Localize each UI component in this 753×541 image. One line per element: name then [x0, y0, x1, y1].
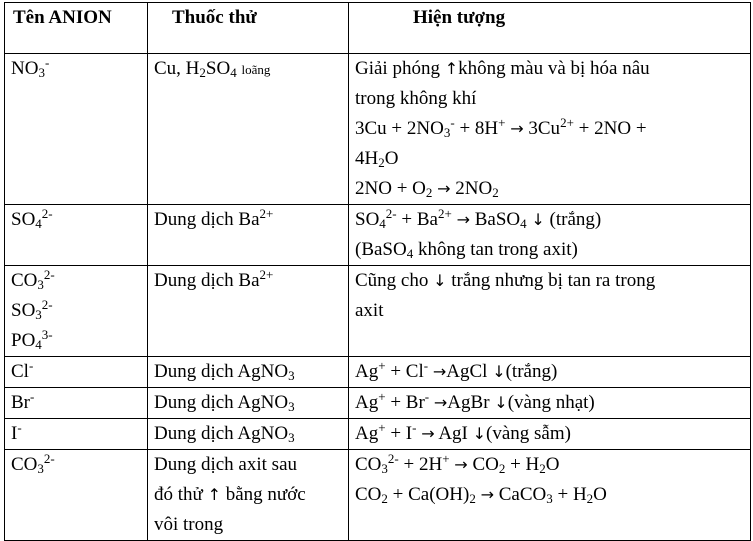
- reagent-cell: [148, 205, 349, 266]
- equation-line: $2NO + O_2 \to 2NO_2$: [355, 178, 499, 200]
- precipitate-down-arrow-icon: ↓: [433, 271, 447, 290]
- precipitate-down-arrow-icon: ↓: [472, 424, 487, 443]
- precipitate-down-arrow-icon: ↓: [492, 362, 506, 381]
- table-row: [5, 266, 751, 357]
- anion-cell: [5, 205, 148, 266]
- reagent-text: vôi trong: [154, 514, 224, 535]
- header-anion: Tên ANION: [5, 3, 148, 54]
- phenomenon-cell: [349, 450, 751, 541]
- phenomenon-line: (BaSO$_4$ không tan trong axit): [355, 239, 578, 261]
- anion-formula: $PO_4^{3-}$: [11, 327, 53, 352]
- reagent-cell: [148, 357, 349, 388]
- anion-formula: $SO_3^{2-}$: [11, 297, 53, 322]
- reagent-text: Dung dịch axit sau: [154, 454, 298, 475]
- equation-line: $3Cu + 2NO_3^- + 8H^+ \to 3Cu^{2+} + 2NO$ +: [355, 115, 647, 140]
- phenomenon-cell: [349, 266, 751, 357]
- equation-line: $CO_2 + Ca(OH)_2$ → CaCO$_3$ + $H_2O$: [355, 484, 607, 506]
- reagent-cell: [148, 266, 349, 357]
- table-row: [5, 450, 751, 541]
- header-reagent: Thuốc thử: [148, 3, 349, 54]
- reagent-text: Dung dịch AgNO$_3$: [154, 361, 295, 383]
- reagent-text: đó thử ↑ bằng nước: [154, 484, 306, 505]
- anion-test-table: [4, 2, 751, 541]
- reagent-cell: [148, 388, 349, 419]
- table-row: [5, 419, 751, 450]
- reagent-text: Cu, $H_2SO_4$ loãng: [154, 58, 271, 80]
- reaction-arrow-icon: →: [454, 455, 468, 474]
- anion-formula: $CO_3^{2-}$: [11, 267, 55, 292]
- header-phenomenon: Hiện tượng: [349, 3, 751, 54]
- reaction-arrow-icon: →: [456, 210, 470, 229]
- table-row: [5, 54, 751, 205]
- reaction-arrow-icon: →: [480, 485, 494, 504]
- phenomenon-cell: [349, 357, 751, 388]
- equation-line: Ag+ + I- → AgI ↓(vàng sẫm): [355, 420, 571, 444]
- reagent-text: Dung dịch $Ba^{2+}$: [154, 206, 274, 230]
- phenomenon-line: Giải phóng ↑không màu và bị hóa nâu: [355, 58, 650, 79]
- precipitate-down-arrow-icon: ↓: [531, 210, 545, 229]
- gas-up-arrow-icon: ↑: [207, 485, 221, 504]
- table-row: [5, 205, 751, 266]
- reaction-arrow-icon: →: [432, 362, 447, 381]
- anion-cell: [5, 419, 148, 450]
- gas-up-arrow-icon: ↑: [444, 59, 459, 78]
- equation-line: $4H_2O$: [355, 148, 399, 170]
- reagent-cell: [148, 450, 349, 541]
- reaction-arrow-icon: →: [421, 424, 435, 443]
- equation-line: $CO_3^{2-} + 2H^+ \to CO_2 + H_2O$: [355, 451, 560, 476]
- table-row: [5, 357, 751, 388]
- reagent-text: Dung dịch AgNO$_3$: [154, 423, 295, 445]
- anion-cell: [5, 450, 148, 541]
- anion-formula: $CO_3^{2-}$: [11, 451, 55, 476]
- header-row: [5, 3, 751, 54]
- phenomenon-cell: [349, 419, 751, 450]
- table-row: [5, 388, 751, 419]
- anion-formula: Br-: [11, 389, 35, 413]
- reaction-arrow-icon: →: [510, 119, 524, 138]
- reagent-cell: [148, 54, 349, 205]
- anion-cell: [5, 388, 148, 419]
- reagent-cell: [148, 419, 349, 450]
- phenomenon-cell: [349, 205, 751, 266]
- anion-cell: [5, 357, 148, 388]
- reagent-text: Dung dịch AgNO$_3$: [154, 392, 295, 414]
- anion-formula: Cl-: [11, 358, 34, 382]
- reagent-text: Dung dịch $Ba^{2+}$: [154, 267, 274, 291]
- equation-line: Ag+ + Br- →AgBr ↓(vàng nhạt): [355, 389, 595, 413]
- equation-line: Ag+ + Cl- →AgCl ↓(trắng): [355, 358, 558, 382]
- phenomenon-line: Cũng cho ↓ trắng nhưng bị tan ra trong: [355, 270, 656, 291]
- anion-cell: [5, 266, 148, 357]
- phenomenon-cell: [349, 388, 751, 419]
- phenomenon-line: trong không khí: [355, 88, 477, 109]
- anion-formula: I-: [11, 420, 22, 444]
- anion-formula: $NO_3^-$: [11, 55, 50, 80]
- reaction-arrow-icon: →: [437, 179, 451, 198]
- phenomenon-cell: [349, 54, 751, 205]
- anion-formula: $SO_4^{2-}$: [11, 206, 53, 231]
- phenomenon-line: axit: [355, 300, 384, 321]
- reaction-arrow-icon: →: [433, 393, 448, 412]
- precipitate-down-arrow-icon: ↓: [494, 393, 508, 412]
- equation-line: $SO_4^{2-} + Ba^{2+}$ → BaSO$_4$ ↓ (trắng): [355, 206, 602, 231]
- anion-cell: [5, 54, 148, 205]
